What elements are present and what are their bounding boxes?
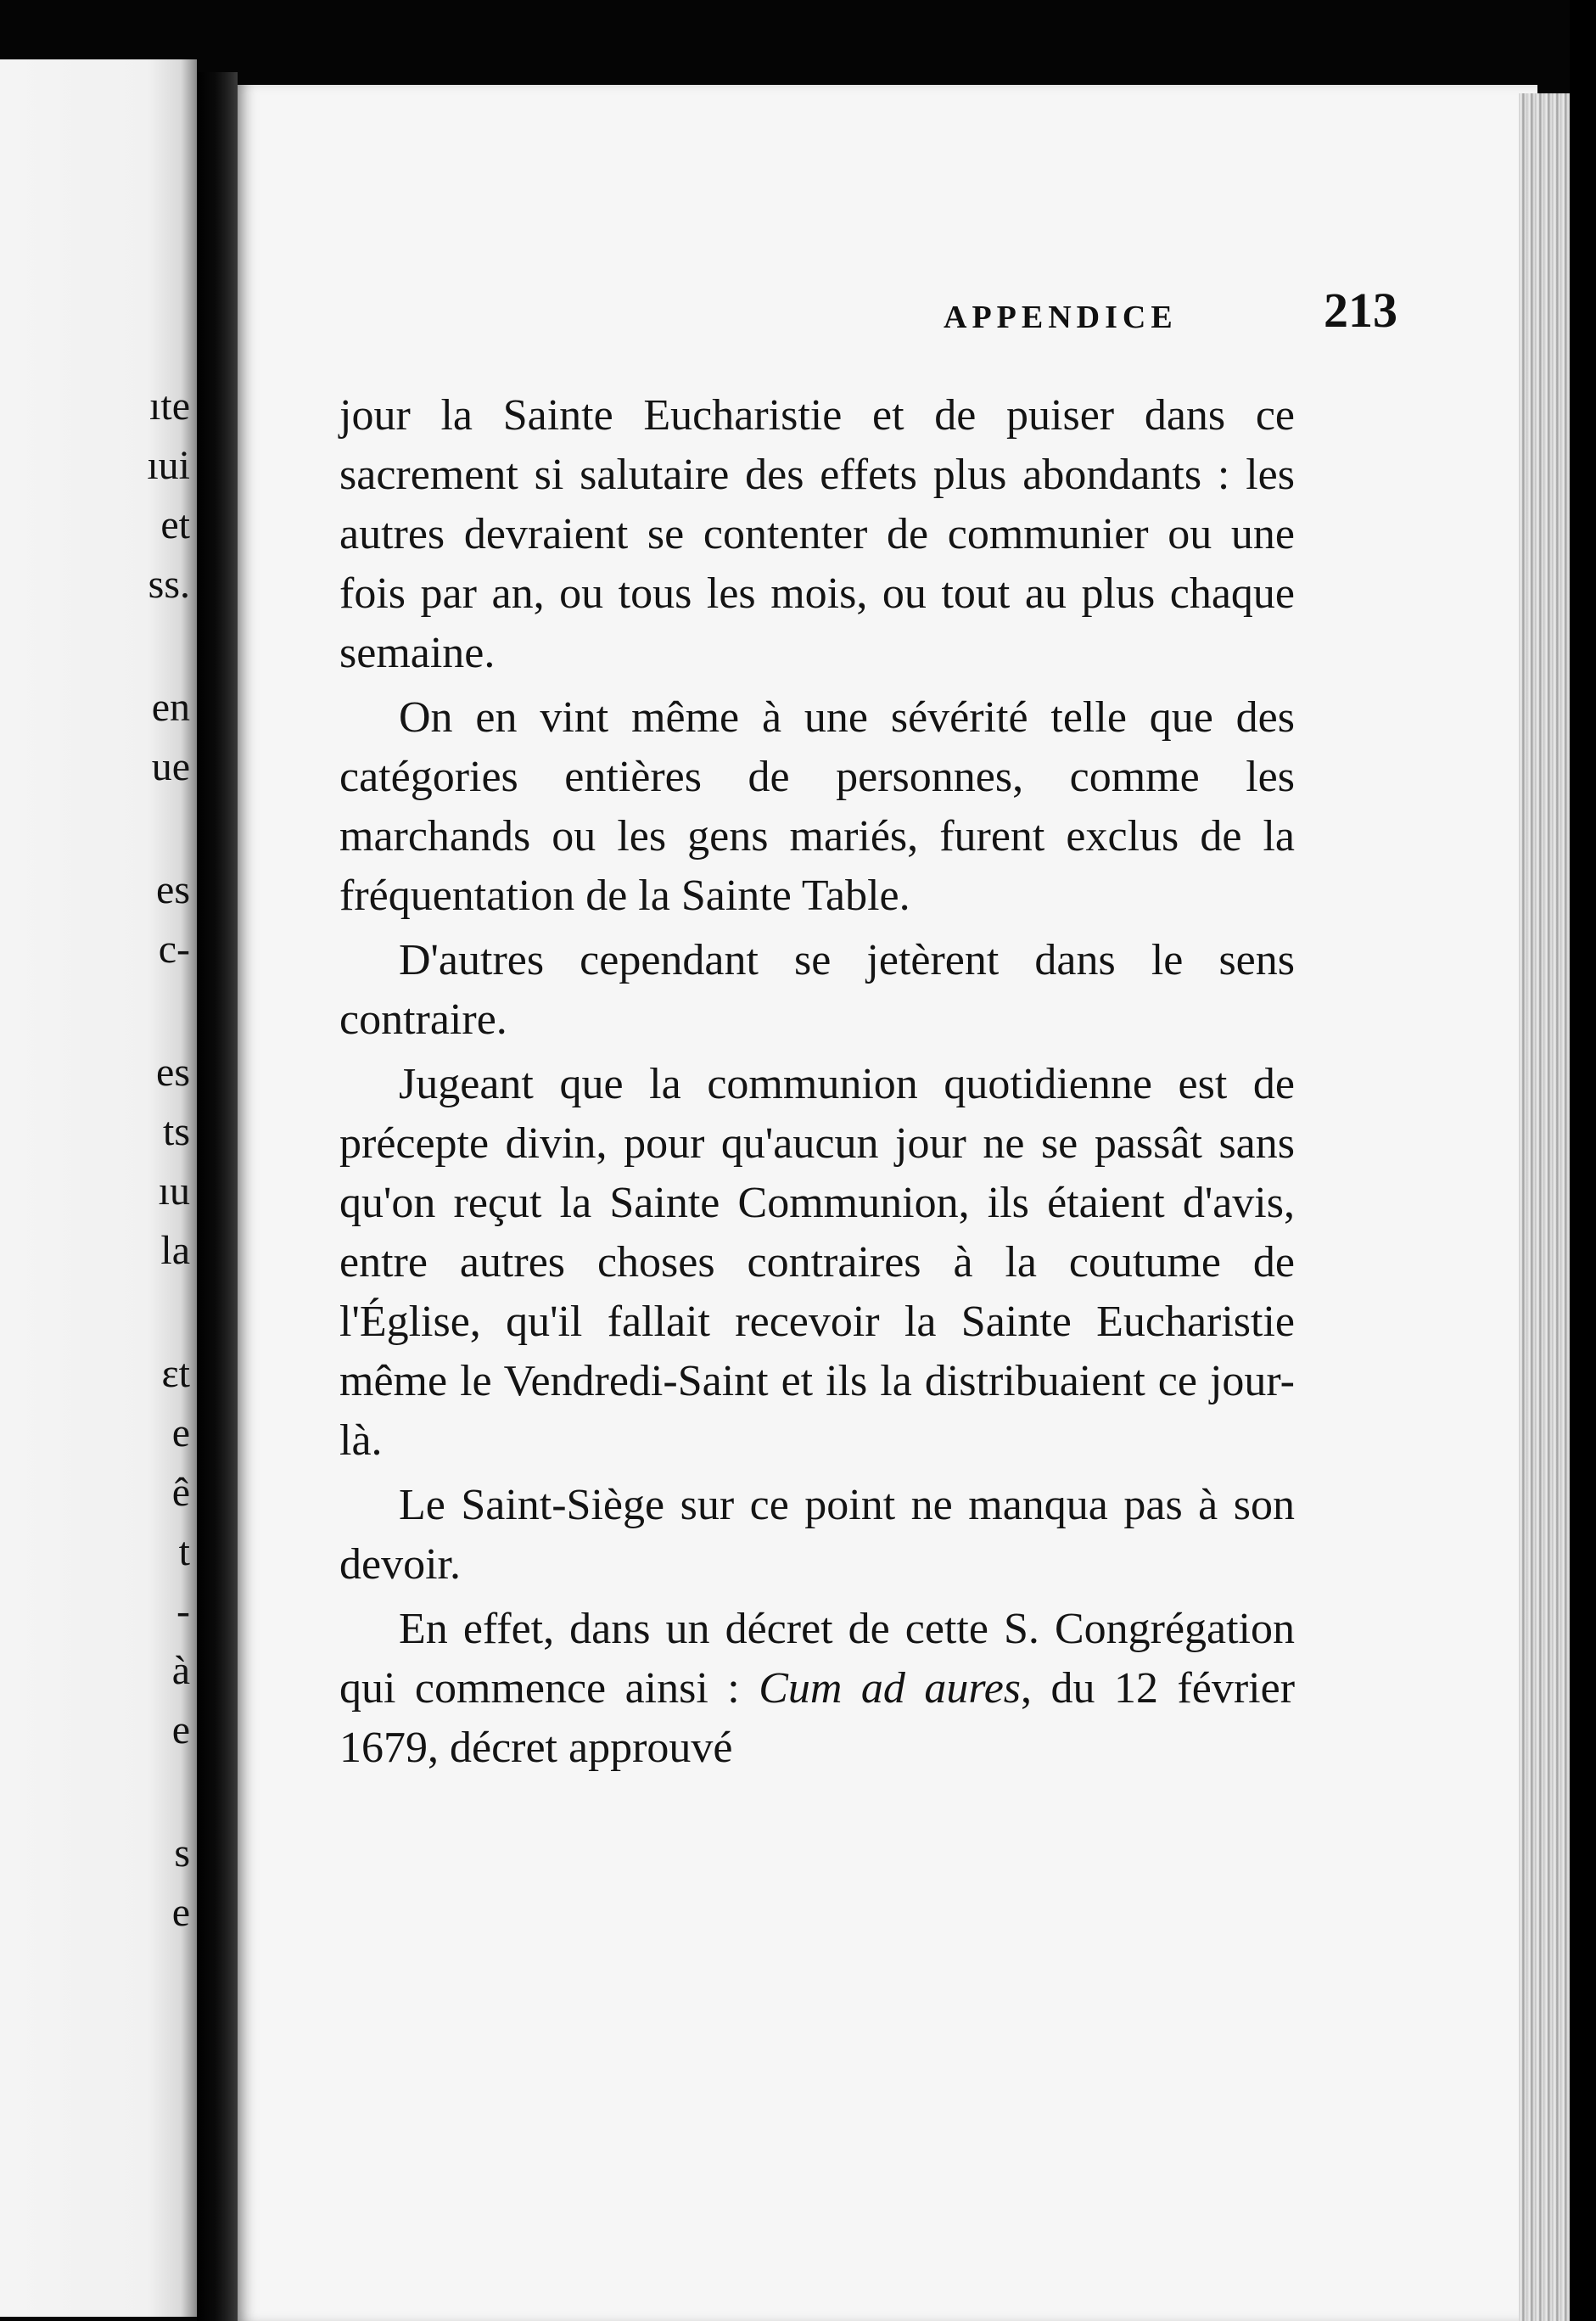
left-page-fragment: ıu (158, 1169, 190, 1214)
left-page-fragment: t (178, 1529, 190, 1574)
left-page-fragment: ıui (147, 443, 190, 488)
left-page-fragment: ue (151, 744, 190, 789)
running-header (339, 273, 1527, 341)
paragraph-text: En effet, dans un décret de cette S. Congrégation qui commence ainsi : (339, 1605, 1295, 1713)
left-page-fragment: - (176, 1589, 190, 1634)
page-stack-edge (1519, 93, 1570, 2321)
running-title: APPENDICE (944, 300, 1178, 335)
paragraph: jour la Sainte Eucharistie et de puiser dans ce sacrement si salutaire des effets plus abondants : les autres devraient se contenter de communier ou une fois par an, ou tous les mois, ou tout au plus chaque semaine. (339, 391, 1295, 677)
left-page-fragment: ıte (149, 384, 190, 429)
left-page-fragment: ss. (148, 562, 190, 607)
left-page-fragment: ê (171, 1470, 190, 1515)
paragraph: Le Saint-Siège sur ce point ne manqua pas à son devoir. (339, 1481, 1295, 1589)
scan-border (1570, 0, 1596, 2321)
left-page-fragment: à (171, 1648, 190, 1693)
page-body (339, 386, 1295, 1783)
left-page-fragment: e (171, 1707, 190, 1752)
left-page-fragment: ts (162, 1109, 190, 1154)
left-page-fragment: la (160, 1228, 190, 1273)
left-page-fragment: et (160, 502, 190, 547)
left-page-fragment: s (174, 1830, 190, 1875)
book-binding-gutter (197, 72, 238, 2321)
left-facing-page (0, 59, 197, 2317)
left-page-fragment: en (151, 685, 190, 730)
paragraph (339, 1600, 1295, 1778)
left-page-fragment: ɛt (161, 1351, 190, 1396)
paragraph-text: , du 12 février 1679, décret approuvé (339, 1664, 1296, 1772)
left-page-fragment: e (171, 1890, 190, 1935)
left-page-fragment: es (156, 1050, 190, 1095)
left-page-fragment: c- (158, 927, 190, 972)
page-number: 213 (1324, 283, 1397, 338)
latin-title: Cum ad aures (759, 1664, 1022, 1713)
right-page (238, 85, 1537, 2321)
paragraph: D'autres cependant se jetèrent dans le sens contraire. (339, 936, 1295, 1044)
paragraph: On en vint même à une sévérité telle que des catégories entières de personnes, comme les marchands ou les gens mariés, furent exclus de la fréquentation de la Sainte Table. (339, 693, 1295, 920)
left-page-fragment: es (156, 867, 190, 912)
paragraph: Jugeant que la communion quotidienne est de précepte divin, pour qu'aucun jour ne se passât sans qu'on reçut la Sainte Communion, ils étaient d'avis, entre autres choses contraires à la coutume de l'Église, qu'il fallait recevoir la Sainte Eucharistie même le Vendredi-Saint et ils la distribuaient ce jour-là. (339, 1060, 1295, 1465)
left-page-fragment: e (171, 1410, 190, 1455)
